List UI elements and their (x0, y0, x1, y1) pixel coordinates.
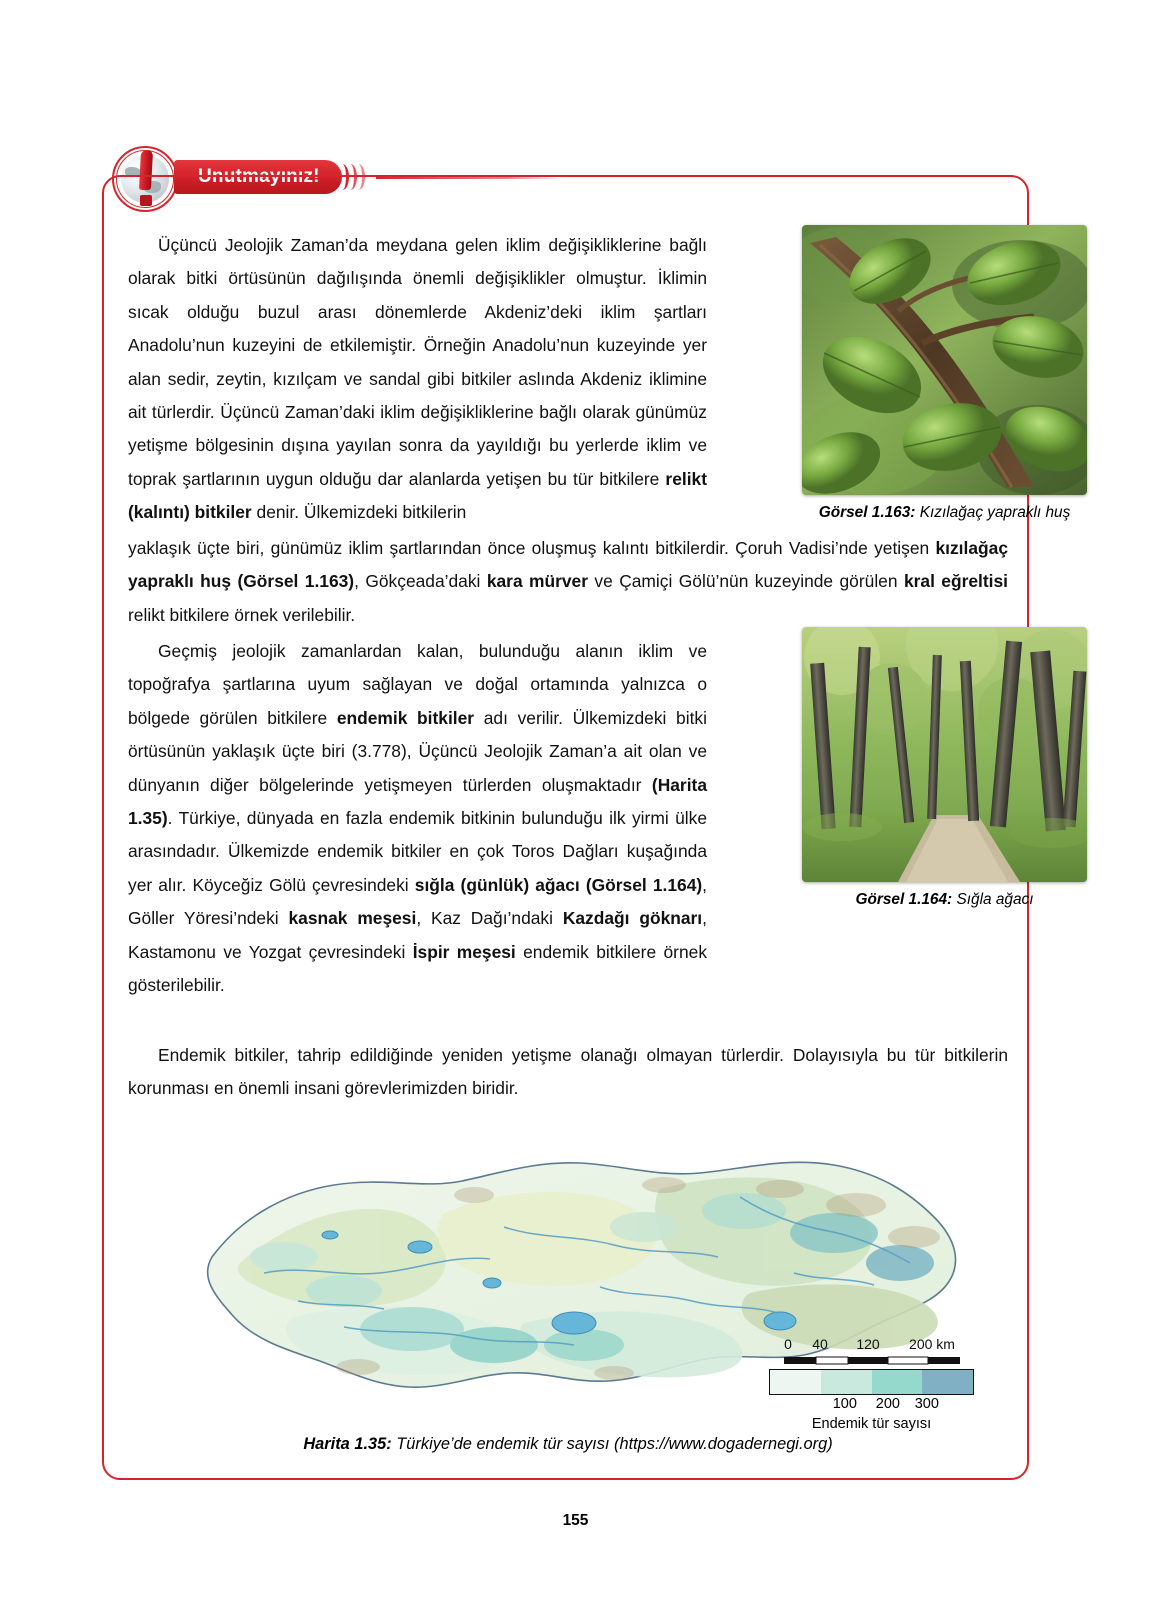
p2-text-g: endemik bitkilere örnek gösterilebilir. (128, 941, 708, 996)
figure-2-caption (802, 890, 1087, 910)
p2-bold-ispir: İspir meşesi (412, 941, 516, 962)
figure-gorsel-1-163 (802, 225, 1087, 523)
p1-bold-karamurver: kara mürver (486, 571, 588, 592)
p1-bold-kizilagac: kızılağaç yapraklı huş (Görsel 1.163) (128, 538, 1008, 592)
p2-bold-endemik: endemik bitkiler (336, 707, 475, 728)
p1-full-b: , Gökçeada’daki (354, 571, 487, 592)
paragraph-1-column (128, 229, 707, 530)
p1-full-d: relikt bitkilere örnek verilebilir. (128, 604, 356, 625)
p2-text-b: adı verilir. Ülkemizdeki bitki örtüsünün yaklaşık üçte biri (3.778), Üçüncü Jeolojik Zaman’a ait olan ve dünyanın diğer bölgelerinde yetişmeyen türlerden oluşmaktadır (128, 707, 707, 795)
map-caption-text: Türkiye’de endemik tür sayısı (https://www.dogadernegi.org) (396, 1435, 833, 1453)
p2-text-f: , Kastamonu ve Yozgat çevresindeki (128, 908, 707, 962)
banner-label: Unutmayınız! (198, 166, 320, 187)
legend-swatch-4 (922, 1370, 973, 1394)
p2-text-e: , Kaz Dağı’ndaki (416, 908, 563, 929)
legend-labels (769, 1396, 974, 1416)
p2-bold-kasnak: kasnak meşesi (288, 908, 417, 929)
figure-1-label: Görsel 1.163: (818, 504, 916, 521)
legend-swatch-1 (770, 1370, 821, 1394)
legend-title: Endemik tür sayısı (811, 1416, 932, 1432)
legend-color-ramp (769, 1369, 974, 1395)
figure-gorsel-1-164 (802, 627, 1087, 910)
body-text (104, 177, 1071, 1482)
kizilagac-yaprakli-hus-photo (802, 225, 1087, 495)
figure-2-label: Görsel 1.164: (855, 891, 953, 908)
content-frame (102, 175, 1071, 1480)
photo-art-sweetgum-grove (802, 627, 1087, 882)
svg-text:200 km: 200 km (909, 1336, 955, 1352)
photo-art-birch (802, 225, 1087, 495)
p2-text-c: . Türkiye, dünyada en fazla endemik bitkinin bulunduğu ilk yirmi ülke arasındadır. Ülkemizde endemik bitkiler en çok Toros Dağları kuşağında yer alır. Köyceğiz Gölü çevresindeki (128, 808, 707, 895)
svg-text:120: 120 (856, 1336, 880, 1352)
p3-text: Endemik bitkiler, tahrip edildiğinde yeniden yetişme olanağı olmayan türlerdir. Dolayısıyla bu tür bitkilerin korunması en önemli insani görevlerimizden biridir. (128, 1045, 1008, 1099)
harita-1-35-map (144, 1077, 1004, 1437)
p1-bold-kral-egreltisi: kral eğreltisi (903, 571, 1009, 592)
page-number: 155 (562, 1512, 589, 1529)
p1-bold-relikt: relikt (kalıntı) bitkiler (128, 468, 707, 523)
p2-bold-sigla: sığla (günlük) ağacı (Görsel 1.164) (414, 874, 703, 895)
legend-swatch-3 (872, 1370, 923, 1394)
legend-label-300: 300 (914, 1396, 939, 1412)
p2-bold-harita: (Harita 1.35) (128, 774, 707, 829)
svg-text:40: 40 (812, 1336, 828, 1352)
sigla-agaci-photo (802, 627, 1087, 882)
p1-text-b: denir. Ülkemizdeki bitkilerin (251, 502, 467, 523)
p2-text-d: , Göller Yöresi’ndeki (128, 874, 707, 929)
figure-1-text: Kızılağaç yapraklı huş (919, 504, 1071, 521)
p1-full-c: ve Çamiçi Gölü’nün kuzeyinde görülen (588, 571, 904, 592)
p2-bold-kazdagi: Kazdağı göknarı (562, 908, 703, 929)
map-caption-label: Harita 1.35: (303, 1435, 392, 1453)
legend-label-100: 100 (832, 1396, 857, 1412)
figure-1-caption (802, 503, 1087, 523)
p1-text-a: Üçüncü Jeolojik Zaman’da meydana gelen iklim değişikliklerine bağlı olarak bitki örtüsünün dağılışında önemli değişiklikler olmuştur. İklimin sıcak olduğu buzul arası dönemlerde Akdeniz’deki iklim şartları Anadolu’nun kuzeyini de etkilemiştir. Örneğin Anadolu’nun kuzeyinde yer alan sedir, zeytin, kızılçam ve sandal gibi bitkiler aslında Akdeniz iklimine ait türlerdir. Üçüncü Zaman’daki iklim değişikliklerine bağlı olarak günümüz yetişme bölgesinin dışına yayılan sonra da yayıldığı bu yerlerde iklim ve toprak şartlarının uygun olduğu dar alanlarda yetişen bu tür bitkilere (128, 235, 707, 489)
legend-swatch-2 (821, 1370, 872, 1394)
legend-label-200: 200 (875, 1396, 900, 1412)
p2-text-a: Geçmiş jeolojik zamanlardan kalan, bulunduğu alanın iklim ve topoğrafya şartlarına uyum sağlayan ve doğal ortamında yalnızca o bölgede görülen bitkilere (128, 641, 707, 728)
figure-2-text: Sığla ağacı (956, 891, 1034, 908)
map-legend (769, 1369, 974, 1432)
map-caption (128, 1435, 1008, 1454)
svg-text:0: 0 (784, 1336, 792, 1352)
p1-full-a: yaklaşık üçte biri, günümüz iklim şartlarından önce oluşmuş kalıntı bitkilerdir. Çoruh Vadisi’nde yetişen (128, 538, 936, 558)
paragraph-1-full (128, 532, 1008, 632)
paragraph-2-column (128, 635, 707, 1002)
